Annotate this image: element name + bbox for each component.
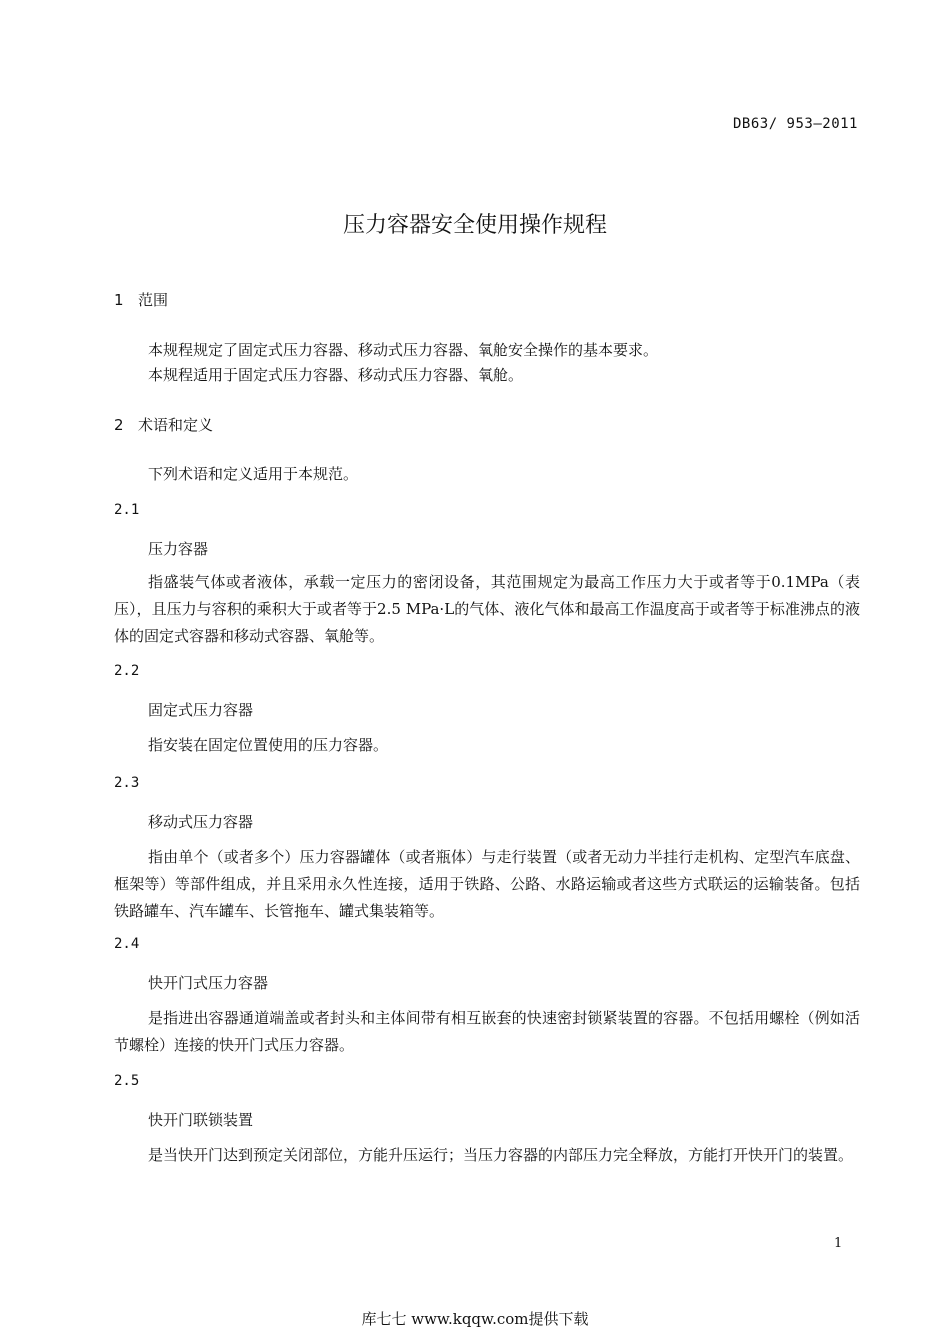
clause-number: 2.2 — [114, 663, 140, 679]
clause-number: 2.5 — [114, 1073, 140, 1089]
section-2-heading — [114, 414, 213, 435]
section-number: 1 — [114, 291, 124, 309]
page-number: 1 — [834, 1236, 843, 1251]
term-definition: 指盛装气体或者液体，承载一定压力的密闭设备，其范围规定为最高工作压力大于或者等于0.1MPa（表压），且压力与容积的乘积大于或者等于2.5 MPa·L的气体、液化气体和最高工作温度高于或者等于标准沸点的液体的固定式容器和移动式容器、氧舱等。 — [114, 573, 860, 645]
definitions-intro: 下列术语和定义适用于本规范。 — [148, 465, 359, 483]
document-code: DB63/ 953—2011 — [732, 116, 858, 132]
scope-line-1: 本规程规定了固定式压力容器、移动式压力容器、氧舱安全操作的基本要求。 — [148, 341, 659, 359]
download-footer: 库七七 www.kqqw.com提供下载 — [361, 1310, 589, 1328]
page-title: 压力容器安全使用操作规程 — [342, 213, 607, 238]
term-heading: 快开门联锁装置 — [148, 1111, 254, 1129]
section-title: 范围 — [138, 291, 169, 309]
section-title: 术语和定义 — [138, 416, 214, 434]
term-heading: 压力容器 — [148, 540, 209, 558]
term-definition: 指由单个（或者多个）压力容器罐体（或者瓶体）与走行装置（或者无动力半挂行走机构、定型汽车底盘、框架等）等部件组成，并且采用永久性连接，适用于铁路、公路、水路运输或者这些方式联运的运输装备。包括铁路罐车、汽车罐车、长管拖车、罐式集装箱等。 — [114, 848, 860, 920]
term-heading: 快开门式压力容器 — [148, 974, 269, 992]
clause-number: 2.4 — [114, 936, 140, 952]
clause-number: 2.3 — [114, 775, 140, 791]
section-1-heading — [114, 289, 168, 310]
term-definition: 指安装在固定位置使用的压力容器。 — [148, 736, 389, 754]
section-number: 2 — [114, 416, 124, 434]
term-heading: 移动式压力容器 — [148, 813, 254, 831]
term-heading: 固定式压力容器 — [148, 701, 254, 719]
clause-number: 2.1 — [114, 502, 140, 518]
term-definition: 是当快开门达到预定关闭部位，方能升压运行；当压力容器的内部压力完全释放，方能打开快开门的装置。 — [148, 1146, 854, 1164]
scope-line-2: 本规程适用于固定式压力容器、移动式压力容器、氧舱。 — [148, 366, 524, 384]
term-definition: 是指进出容器通道端盖或者封头和主体间带有相互嵌套的快速密封锁紧装置的容器。不包括用螺栓（例如活节螺栓）连接的快开门式压力容器。 — [114, 1009, 860, 1054]
